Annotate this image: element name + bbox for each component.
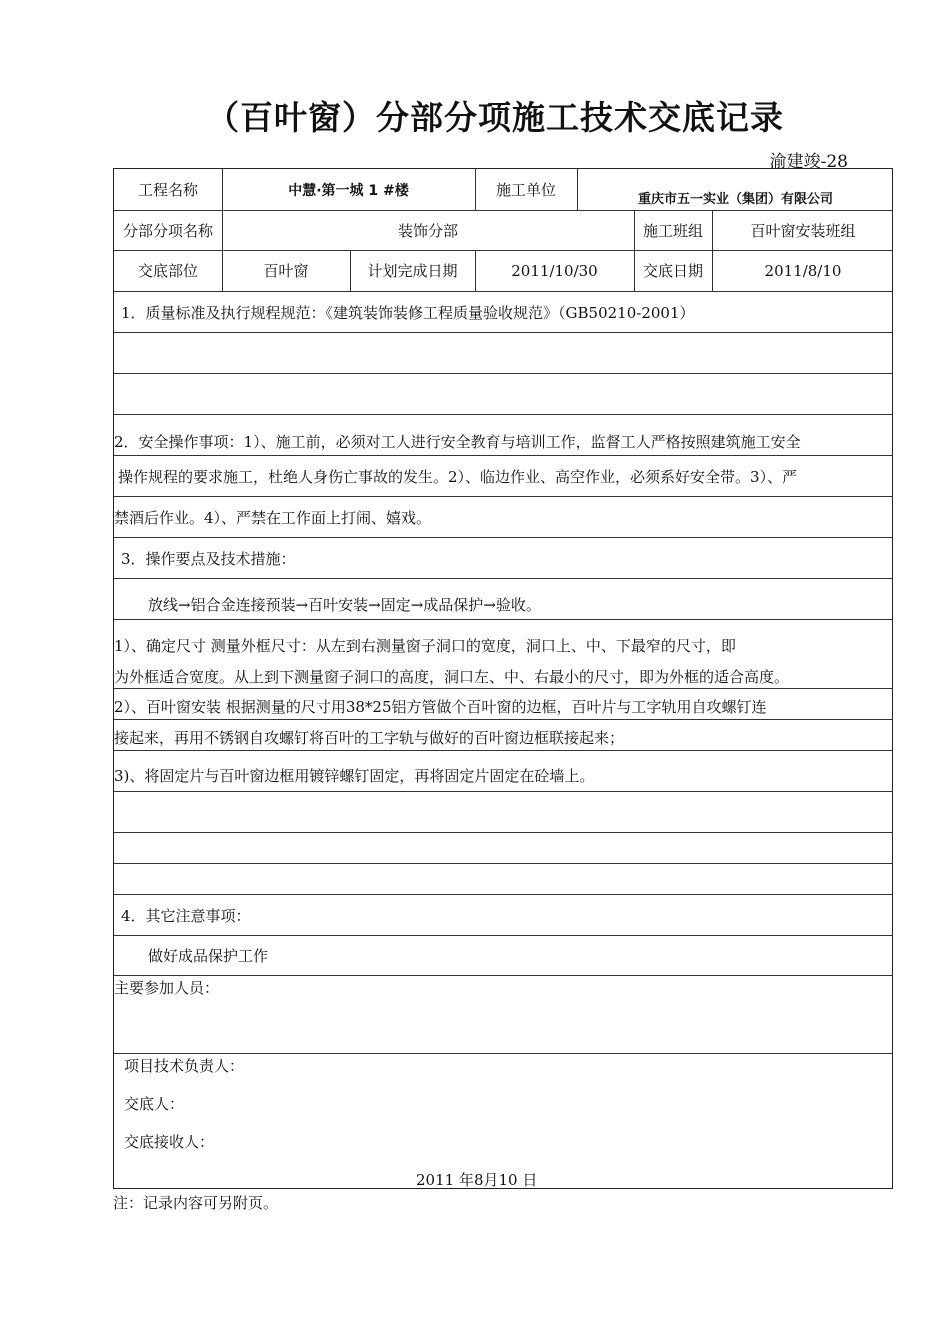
other-notes-content: 做好成品保护工作 (148, 947, 269, 965)
signature-date: 2011 年8月10 日 (416, 1171, 538, 1189)
step2-line-1: 2）、百叶窗安装 根据测量的尺寸用38*25铝方管做个百叶窗的边框，百叶片与工字轨用自攻螺钉连 (114, 698, 767, 716)
participants-label: 主要参加人员： (114, 979, 220, 997)
step3-text: 3)、将固定片与百叶窗边框用镀锌螺钉固定，再将固定片固定在砼墙上。 (114, 767, 595, 785)
handover-record-form (113, 168, 893, 1189)
handover-person-signature: 交底人： (124, 1095, 185, 1113)
handover-date-value: 2011/8/10 (764, 261, 842, 280)
tech-lead-signature: 项目技术负责人： (124, 1057, 245, 1075)
footnote: 注：记录内容可另附页。 (113, 1194, 279, 1212)
subproject-label: 分部分项名称 (122, 221, 213, 240)
location-value: 百叶窗 (263, 262, 309, 280)
quality-standard-text: 1．质量标准及执行规程规范：《建筑装饰装修工程质量验收规范》（GB50210-2001） (121, 304, 695, 322)
handover-date-label: 交底日期 (642, 262, 703, 280)
team-value: 百叶窗安装班组 (750, 221, 856, 240)
operation-heading: 3．操作要点及技术措施： (121, 550, 296, 568)
safety-line-3: 禁酒后作业。4）、严禁在工作面上打闹、嬉戏。 (114, 509, 432, 527)
planned-date-value: 2011/10/30 (511, 261, 598, 280)
process-flow: 放线→铝合金连接预装→百叶安装→固定→成品保护→验收。 (148, 596, 541, 614)
subproject-value: 装饰分部 (397, 221, 458, 240)
team-label: 施工班组 (642, 221, 703, 240)
safety-line-1: 2．安全操作事项：1）、施工前，必须对工人进行安全教育与培训工作，监督工人严格按照建筑施工安全 (114, 433, 801, 451)
safety-line-2: 操作规程的要求施工，杜绝人身伤亡事故的发生。2）、临边作业、高空作业，必须系好安全带。3）、严 (118, 468, 798, 486)
builder-value: 重庆市五一实业（集团）有限公司 (637, 192, 833, 207)
other-notes-heading: 4．其它注意事项： (121, 907, 251, 925)
location-label: 交底部位 (137, 262, 198, 280)
receiver-signature: 交底接收人： (124, 1133, 215, 1151)
project-name-value: 中慧·第一城 1 #楼 (288, 182, 409, 199)
project-name-label: 工程名称 (137, 181, 198, 199)
step2-line-2: 接起来，再用不锈钢自攻螺钉将百叶的工字轨与做好的百叶窗边框联接起来； (114, 729, 625, 747)
step1-line-2: 为外框适合宽度。从上到下测量窗子洞口的高度，洞口左、中、右最小的尺寸，即为外框的适合高度。 (114, 668, 790, 686)
form-code: 渝建竣-28 (769, 152, 848, 172)
step1-line-1: 1）、确定尺寸 测量外框尺寸：从左到右测量窗子洞口的宽度，洞口上、中、下最窄的尺寸，即 (114, 637, 736, 655)
planned-date-label: 计划完成日期 (367, 262, 458, 280)
builder-label: 施工单位 (495, 181, 556, 199)
document-title: （百叶窗）分部分项施工技术交底记录 (206, 98, 784, 137)
